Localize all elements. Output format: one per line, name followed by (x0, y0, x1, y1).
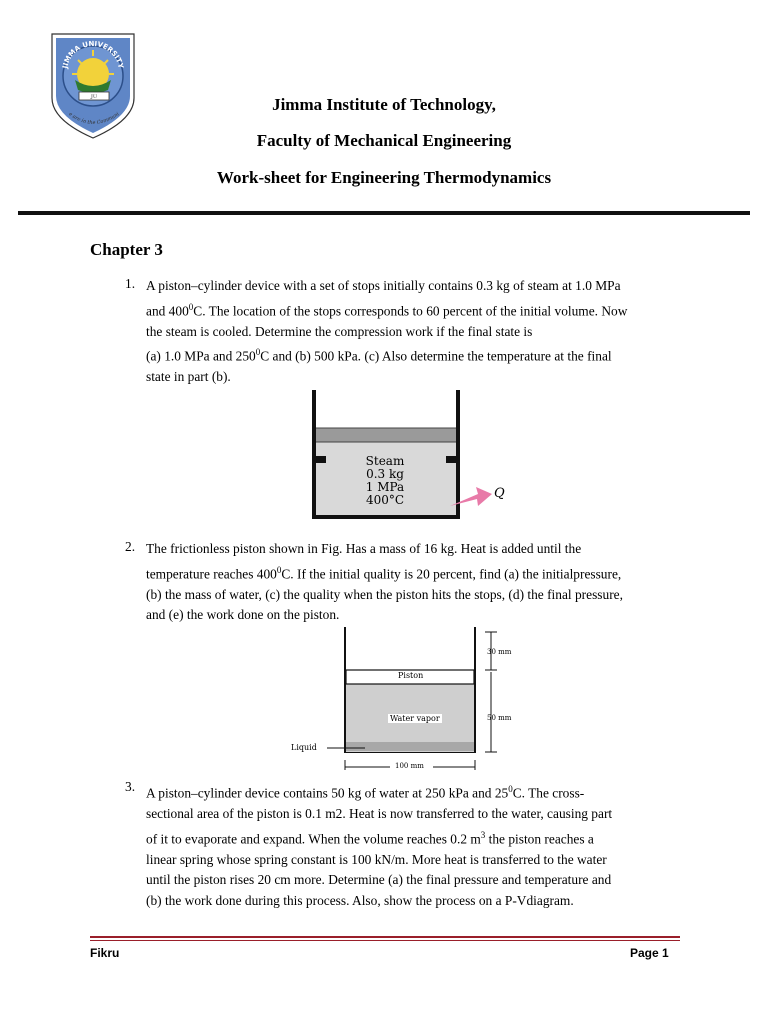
header-institute: Jimma Institute of Technology, (272, 95, 496, 114)
header-divider (18, 211, 750, 215)
figure-2-piston-label: Piston (398, 671, 424, 680)
footer-page-number: Page 1 (630, 946, 669, 960)
chapter-heading: Chapter 3 (90, 240, 163, 259)
figure-1-label-mass: 0.3 kg (366, 467, 404, 481)
question-1-number: 1. (125, 276, 136, 291)
question-2-text: The frictionless piston shown in Fig. Has a mass of 16 kg. Heat is added until the temperature reaches $400^0C$. If the initial quality is 20 percent, find (a) the initialpressure, (b) the mass of water, (c) the quality when the piston hits the stops, (d) the final pressure, and (e) the work done on the piston. (146, 541, 623, 623)
figure-1-heat-label: Q (494, 486, 505, 501)
figure-1-label-pressure: 1 MPa (365, 480, 405, 494)
question-1-text: A piston–cylinder device with a set of stops initially contains 0.3 kg of steam at 1.0 MPa and $400^0C$. The location of the stops corresponds to 60 percent of the initial volume. Now the steam is cooled. Determine the compression work if the final state is (a) 1.0 MPa and $250^0C$ and (b) 500 kPa. (c) Also determine the temperature at the final state in part (b). (146, 278, 628, 385)
svg-text:JU: JU (90, 94, 98, 100)
footer-divider-thin (90, 940, 680, 941)
figure-1-label-steam: Steam (365, 454, 405, 468)
question-3-number: 3. (125, 779, 136, 794)
svg-text:JIMMA UNIVERSITY: JIMMA UNIVERSITY (61, 39, 125, 70)
figure-piston-water-vapor (285, 624, 525, 776)
figure-2-vapor-label: Water vapor (390, 714, 440, 723)
figure-2-dim-top: 30 mm (487, 648, 512, 656)
question-3-text: A piston–cylinder device contains 50 kg of water at 250 kPa and $25^0C$. The cross- sectional area of the piston is 0.1 m2. Heat is now transferred to the water, causing part of it to evaporate and expand. When the volume reaches 0.2 $m^3$ the piston reaches a linear spring whose spring constant is 100 kN/m. More heat is transferred to the water until the piston rises 20 cm more. Determine (a) the final pressure and temperature and (b) the work done during this process. Also, show the process on a P-Vdiagram. (146, 784, 613, 908)
question-2-number: 2. (125, 539, 136, 554)
footer-divider (90, 936, 680, 938)
header-worksheet-title: Work-sheet for Engineering Thermodynamics (216, 168, 552, 187)
svg-text:We are in the Community: e are in the Communi (67, 111, 121, 127)
figure-2-dim-width: 100 mm (395, 762, 424, 770)
figure-1-label-temperature: 400°C (365, 493, 405, 507)
figure-2-liquid-label: Liquid (291, 743, 317, 752)
figure-2-dim-side: 50 mm (487, 714, 512, 722)
footer-author: Fikru (90, 946, 120, 960)
university-logo (40, 30, 150, 142)
header-faculty: Faculty of Mechanical Engineering (256, 131, 512, 150)
figure-steam-cylinder (300, 388, 520, 523)
